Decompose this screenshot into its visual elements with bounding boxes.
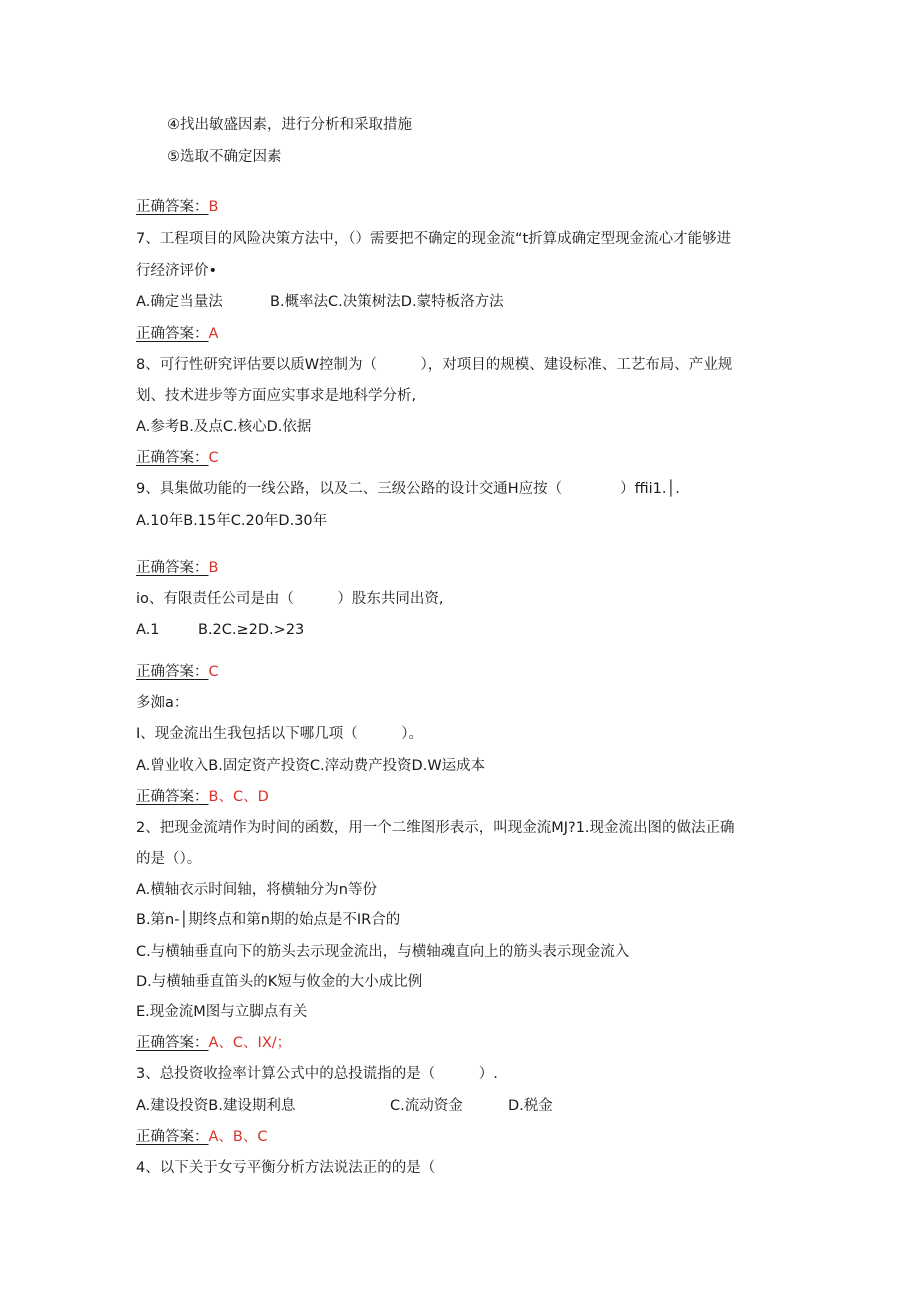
- multi-question-3-option-c: C.流动资金: [390, 1098, 463, 1114]
- answer-value: A、C、IX/；: [208, 1035, 292, 1051]
- answer-value: C: [208, 450, 219, 466]
- answer-line-q9: [136, 558, 218, 578]
- multi-question-2-text-cont: 的是（）。: [136, 851, 202, 867]
- question-10-options: B.2C.≥2D.>23: [198, 622, 305, 638]
- answer-line-q8: [136, 448, 219, 468]
- answer-line-q7: [136, 324, 218, 344]
- multi-question-2-option-b: B.第n-│期终点和第n期的始点是不IR合的: [136, 912, 401, 928]
- question-9-options: A.10年B.15年C.20年D.30年: [136, 513, 328, 529]
- answer-label: 正确答案：: [136, 560, 209, 576]
- multi-question-2-option-e: E.现金流M图与立脚点有关: [136, 1004, 308, 1020]
- answer-value: A、B、C: [208, 1129, 268, 1145]
- answer-value: A: [208, 326, 219, 342]
- list-item-5: ⑤选取不确定因素: [167, 149, 282, 165]
- answer-label: 正确答案：: [136, 1129, 209, 1145]
- question-9-text: 9、具集做功能的一线公路，以及二、三级公路的设计交通H应按（ ）ffii1.│.: [136, 481, 680, 497]
- answer-line-q10: [136, 662, 219, 682]
- answer-line-m2: [136, 1033, 291, 1053]
- multi-question-1-options: A.曾业收入B.固定资产投资C.滓动费产投资D.W运成本: [136, 758, 486, 774]
- answer-line-m1: [136, 787, 269, 807]
- answer-label: 正确答案：: [136, 199, 209, 215]
- question-8-text-cont: 划、技术进步等方面应实事求是地科学分析,: [136, 388, 417, 404]
- multi-question-4-text: 4、以下关于女亏平衡分析方法说法正的的是（: [136, 1160, 436, 1176]
- list-item-4: ④找出敏盛因素，进行分析和采取措施: [167, 117, 412, 133]
- question-7-option-a: A.确定当量法: [136, 294, 223, 310]
- answer-label: 正确答案：: [136, 450, 209, 466]
- answer-value: B: [208, 560, 219, 576]
- multi-question-1-text: I、现金流出生我包括以下哪几项（ ）。: [136, 726, 424, 742]
- section-heading-multiple-choice: 多洳a：: [136, 695, 189, 711]
- question-7-text: 7、工程项目的风险决策方法中，（）需要把不确定的现金流“t折算成确定型现金流心才能够进: [136, 231, 732, 247]
- multi-question-3-options-ab: A.建设投资B.建设期利息: [136, 1098, 296, 1114]
- answer-line-q6: [136, 197, 218, 217]
- multi-question-3-option-d: D.税金: [508, 1098, 553, 1114]
- answer-label: 正确答案：: [136, 789, 209, 805]
- multi-question-3-text: 3、总投资收捡率计算公式中的总投谎指的是（ ）.: [136, 1066, 498, 1082]
- question-7-options: B.概率法C.决策树法D.蒙特板洛方法: [270, 294, 504, 310]
- answer-line-m3: [136, 1127, 268, 1147]
- answer-value: B: [208, 199, 219, 215]
- question-10-option-a: A.1: [136, 622, 160, 638]
- question-8-options: A.参考B.及点C.核心D.依据: [136, 419, 312, 435]
- multi-question-2-option-a: A.横轴衣示时间轴，将横轴分为n等份: [136, 882, 377, 898]
- answer-label: 正确答案：: [136, 326, 209, 342]
- answer-label: 正确答案：: [136, 664, 209, 680]
- question-7-text-cont: 行经济评价•: [136, 263, 218, 279]
- question-8-text: 8、可行性研究评估要以质W控制为（ ），对项目的规模、建设标准、工艺布局、产业规: [136, 357, 733, 373]
- multi-question-2-text: 2、把现金流靖作为时间的函数，用一个二维图形表示，叫现金流MJ?1.现金流出图的做法正确: [136, 820, 735, 836]
- answer-value: B、C、D: [208, 789, 269, 805]
- multi-question-2-option-d: D.与横轴垂直笛头的K短与攸金的大小成比例: [136, 974, 423, 990]
- multi-question-2-option-c: C.与横轴垂直向下的筋头去示现金流出，与横轴魂直向上的筋头表示现金流入: [136, 944, 630, 960]
- answer-label: 正确答案：: [136, 1035, 209, 1051]
- answer-value: C: [208, 664, 219, 680]
- question-10-text: io、有限责任公司是由（ ）股东共同出资,: [136, 591, 444, 607]
